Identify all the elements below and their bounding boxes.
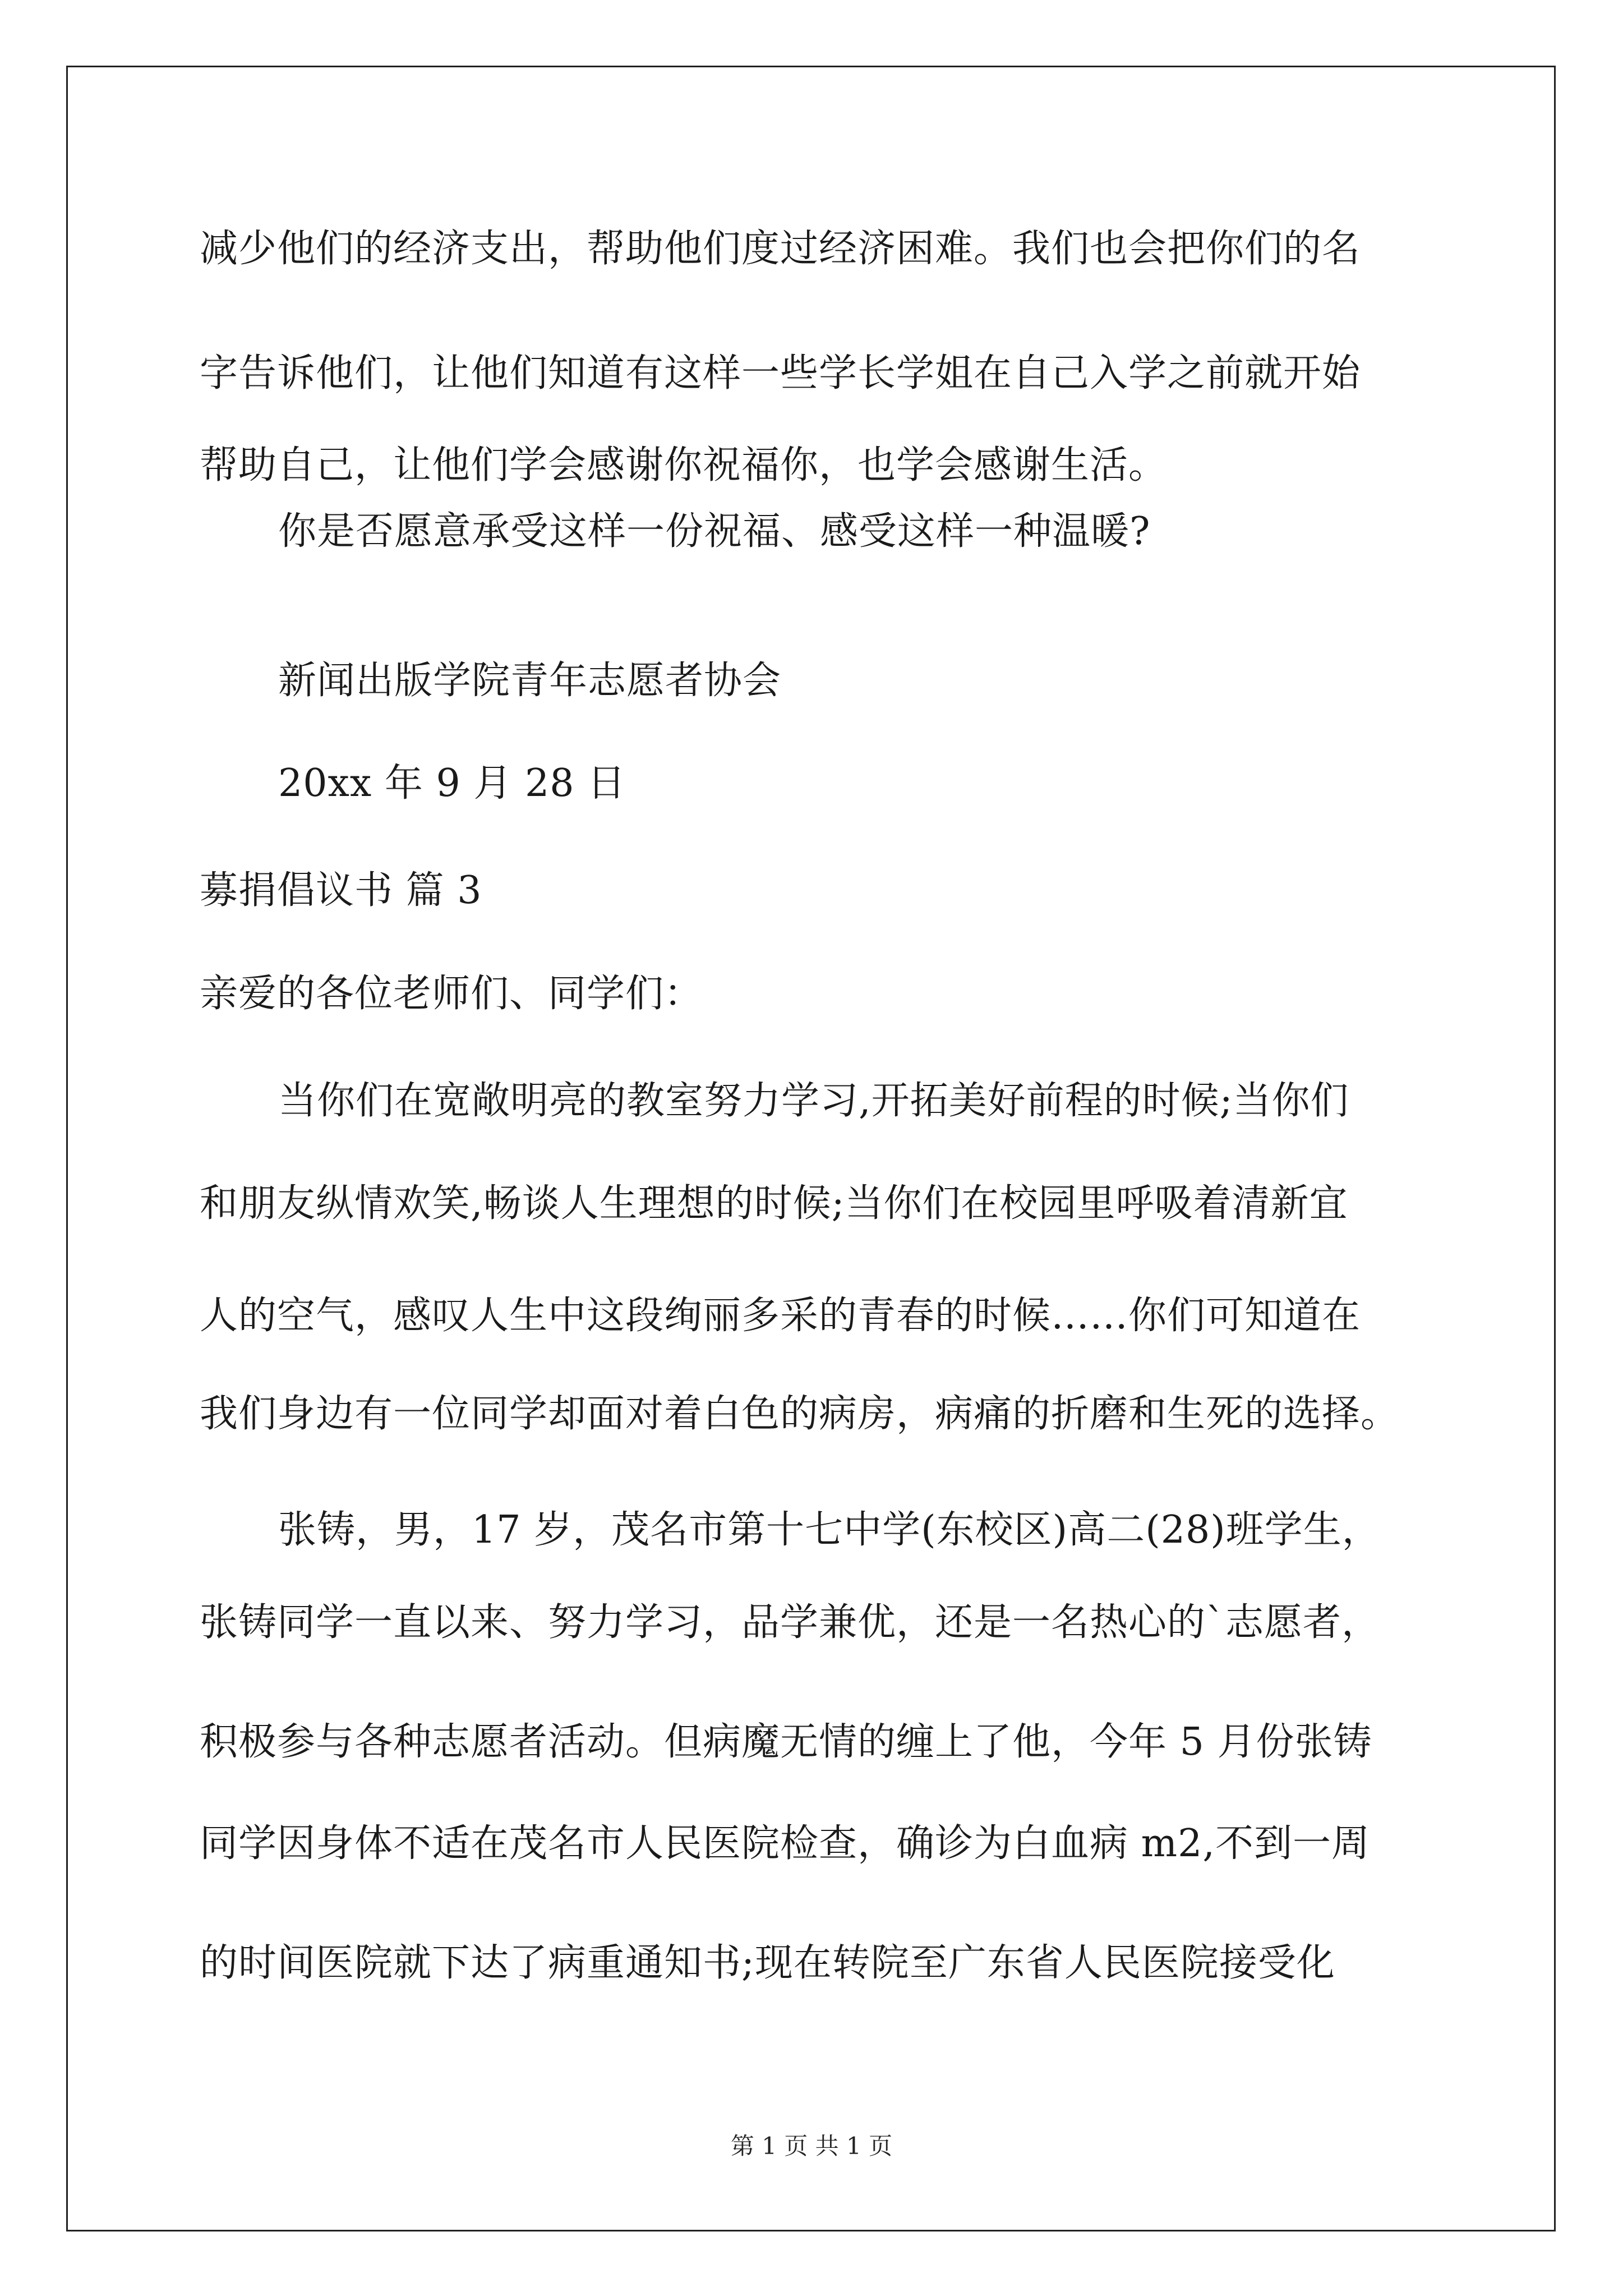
paragraph-line: 你是否愿意承受这样一份祝福、感受这样一种温暖? xyxy=(278,509,1151,554)
paragraph-line: 我们身边有一位同学却面对着白色的病房，病痛的折磨和生死的选择。 xyxy=(200,1392,1400,1436)
signature-date: 20xx 年 9 月 28 日 xyxy=(278,761,626,806)
organization-signature: 新闻出版学院青年志愿者协会 xyxy=(278,659,782,703)
paragraph-line: 字告诉他们，让他们知道有这样一些学长学姐在自己入学之前就开始 xyxy=(200,351,1361,395)
paragraph-line: 人的空气，感叹人生中这段绚丽多采的青春的时候……你们可知道在 xyxy=(200,1294,1361,1338)
paragraph-line: 当你们在宽敞明亮的教室努力学习,开拓美好前程的时候;当你们 xyxy=(278,1079,1349,1123)
paragraph-line: 同学因身体不适在茂名市人民医院检查，确诊为白血病 m2,不到一周 xyxy=(200,1821,1370,1866)
page-number-footer: 第 1 页 共 1 页 xyxy=(730,2132,893,2160)
salutation: 亲爱的各位老师们、同学们： xyxy=(200,972,703,1016)
paragraph-line: 张铸同学一直以来、努力学习，品学兼优，还是一名热心的`志愿者， xyxy=(200,1600,1381,1645)
paragraph-line: 和朋友纵情欢笑,畅谈人生理想的时候;当你们在校园里呼吸着清新宜 xyxy=(200,1181,1348,1226)
paragraph-line: 积极参与各种志愿者活动。但病魔无情的缠上了他，今年 5 月份张铸 xyxy=(200,1720,1372,1764)
paragraph-line: 帮助自己，让他们学会感谢你祝福你，也学会感谢生活。 xyxy=(200,443,1168,487)
section-heading: 募捐倡议书 篇 3 xyxy=(200,868,482,913)
paragraph-line: 张铸，男，17 岁，茂名市第十七中学(东校区)高二(28)班学生， xyxy=(278,1508,1381,1552)
paragraph-line: 减少他们的经济支出，帮助他们度过经济困难。我们也会把你们的名 xyxy=(200,227,1361,271)
paragraph-line: 的时间医院就下达了病重通知书;现在转院至广东省人民医院接受化 xyxy=(200,1941,1335,1985)
